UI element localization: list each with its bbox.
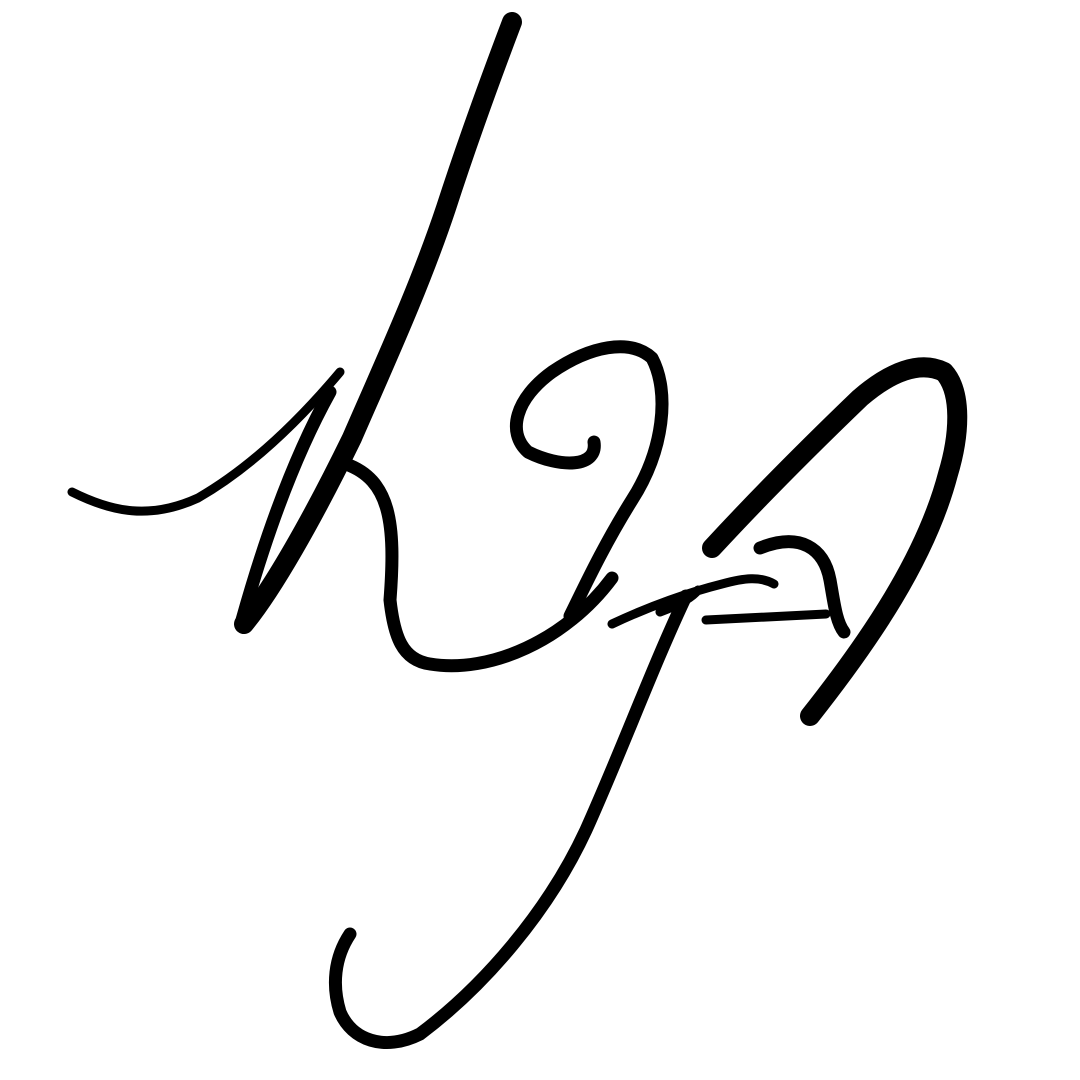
signature-crossbar [612, 579, 826, 624]
signature-right-diagonal [712, 367, 957, 716]
signature-ink [72, 22, 957, 1043]
signature-tall-downstroke [244, 22, 512, 624]
signature-second-letter-curl [516, 347, 662, 616]
signature-third-letter-descender [335, 596, 686, 1043]
